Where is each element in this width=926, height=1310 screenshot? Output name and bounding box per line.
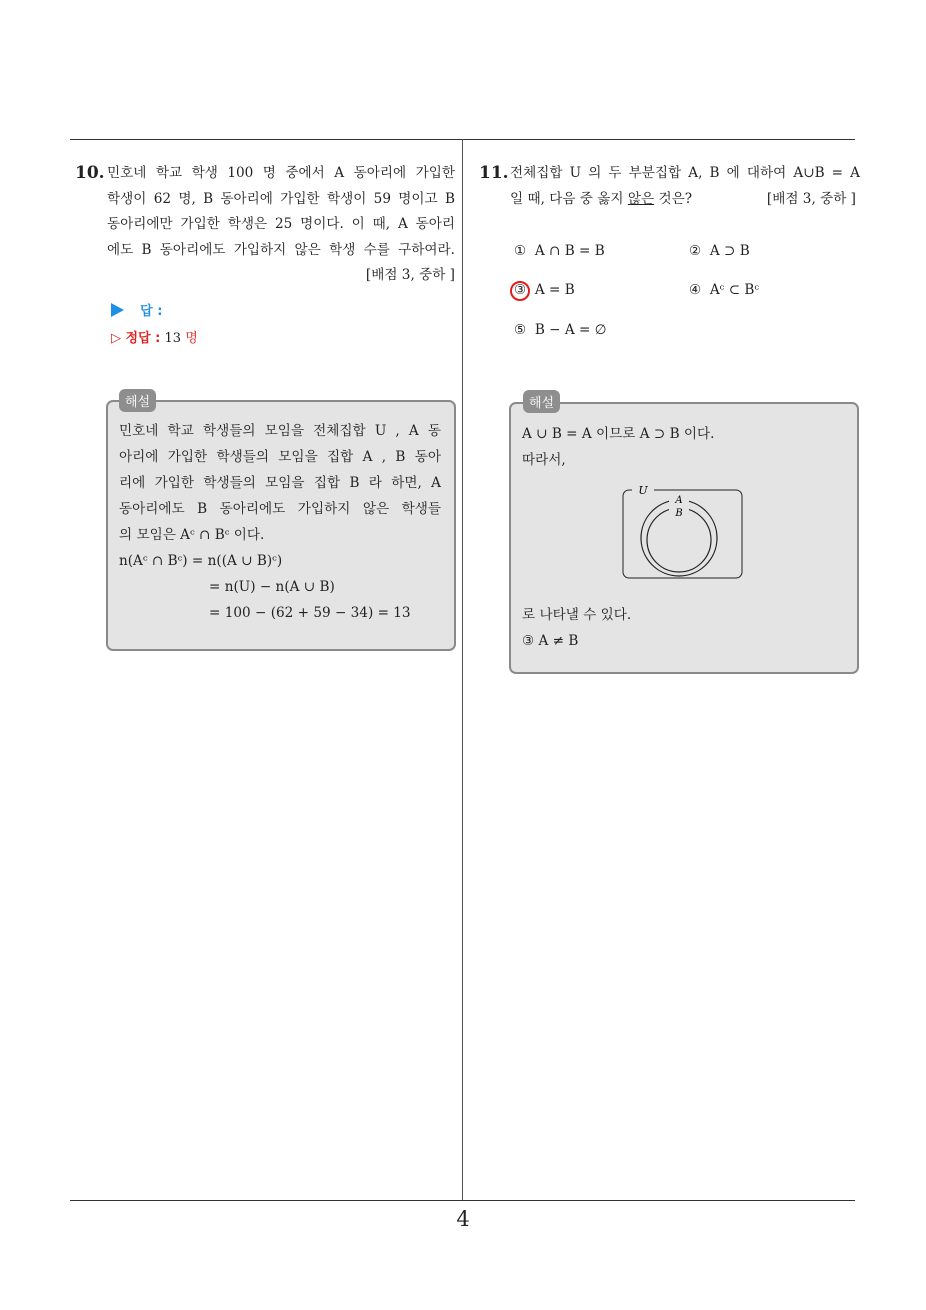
question-10-line: 동아리에만 가입한 학생은 25 명이다. 이 때, A 동아리: [107, 216, 455, 232]
solution-line: 리에 가입한 학생들의 모임을 집합 B 라 하면, A: [119, 475, 441, 491]
choice-2[interactable]: [689, 243, 750, 259]
correct-answer-label: ▷ 정답 :: [111, 331, 161, 346]
choice-text: B − A = ∅: [534, 322, 607, 338]
choice-mark: ⑤: [514, 322, 527, 338]
solution-equation: = n(U) − n(A ∪ B): [209, 579, 335, 595]
choice-text: A ⊃ B: [709, 243, 750, 259]
solution-equation: = 100 − (62 + 59 − 34) = 13: [209, 605, 411, 621]
play-icon: [111, 303, 124, 317]
choice-3[interactable]: [514, 282, 575, 298]
choice-text: Aᶜ ⊂ Bᶜ: [709, 282, 760, 298]
solution-line: A ∪ B = A 이므로 A ⊃ B 이다.: [522, 426, 715, 442]
choice-mark: ③: [514, 282, 527, 298]
choice-4[interactable]: [689, 282, 759, 298]
solution-line: 민호네 학교 학생들의 모임을 전체집합 U , A 동: [119, 423, 441, 439]
choice-1[interactable]: [514, 243, 605, 259]
solution-text-10: [119, 418, 441, 626]
question-10-line: 에도 B 동아리에도 가입하지 않은 학생 수를 구하여라.: [107, 241, 455, 258]
choice-mark: ④: [689, 282, 702, 298]
choice-5[interactable]: [514, 322, 607, 338]
solution-line: 로 나타낼 수 있다.: [522, 607, 632, 623]
solution-line: 따라서,: [522, 452, 566, 468]
solution-tag-11: 해설: [523, 390, 560, 413]
solution-tag-10: 해설: [119, 389, 156, 412]
solution-line: 아리에 가입한 학생들의 모임을 집합 A , B 동아: [119, 449, 441, 465]
choice-mark: ①: [514, 243, 527, 259]
correct-answer-value: 13: [164, 331, 182, 346]
correct-answer-row: [111, 327, 198, 346]
emphasis-underline: 않은: [627, 190, 655, 207]
question-11-meta: [배점 3, 중하 ]: [766, 190, 856, 207]
choice-text: A = B: [534, 282, 575, 298]
venn-diagram: [620, 484, 746, 582]
solution-line: ③ A ≠ B: [522, 633, 579, 649]
question-11-line-part: 일 때, 다음 중 옳지: [510, 190, 628, 207]
question-11-number: 11.: [479, 163, 509, 183]
venn-label-u: U: [638, 484, 648, 497]
correct-answer-unit: 명: [185, 331, 198, 346]
question-11-text: [510, 161, 860, 212]
solution-text-11a: [522, 421, 714, 473]
question-10-line: 학생이 62 명, B 동아리에 가입한 학생이 59 명이고 B: [107, 190, 455, 207]
solution-equation: n(Aᶜ ∩ Bᶜ) = n((A ∪ B)ᶜ): [119, 553, 283, 569]
venn-label-a: A: [675, 495, 683, 506]
solution-line: 의 모임은 Aᶜ ∩ Bᶜ 이다.: [119, 527, 265, 543]
solution-text-11b: [522, 602, 631, 654]
question-10-meta: [배점 3, 중하 ]: [365, 267, 455, 283]
choice-mark: ②: [689, 243, 702, 259]
question-10-line: 민호네 학교 학생 100 명 중에서 A 동아리에 가입한: [107, 165, 455, 181]
choice-text: A ∩ B = B: [534, 243, 605, 259]
venn-label-b: B: [675, 508, 683, 519]
question-10-number: 10.: [75, 163, 105, 183]
column-divider: [462, 139, 463, 1201]
answer-label: 답 :: [140, 304, 163, 319]
answer-row: [111, 300, 162, 319]
question-11-line: [510, 187, 860, 213]
page-number: 4: [456, 1207, 470, 1231]
bottom-rule: [70, 1200, 855, 1201]
question-11-line: 전체집합 U 의 두 부분집합 A, B 에 대하여 A∪B = A: [510, 165, 860, 181]
question-10-text: [107, 161, 455, 289]
solution-line: 동아리에도 B 동아리에도 가입하지 않은 학생들: [119, 501, 441, 517]
question-11-line-part: 것은?: [654, 190, 692, 207]
